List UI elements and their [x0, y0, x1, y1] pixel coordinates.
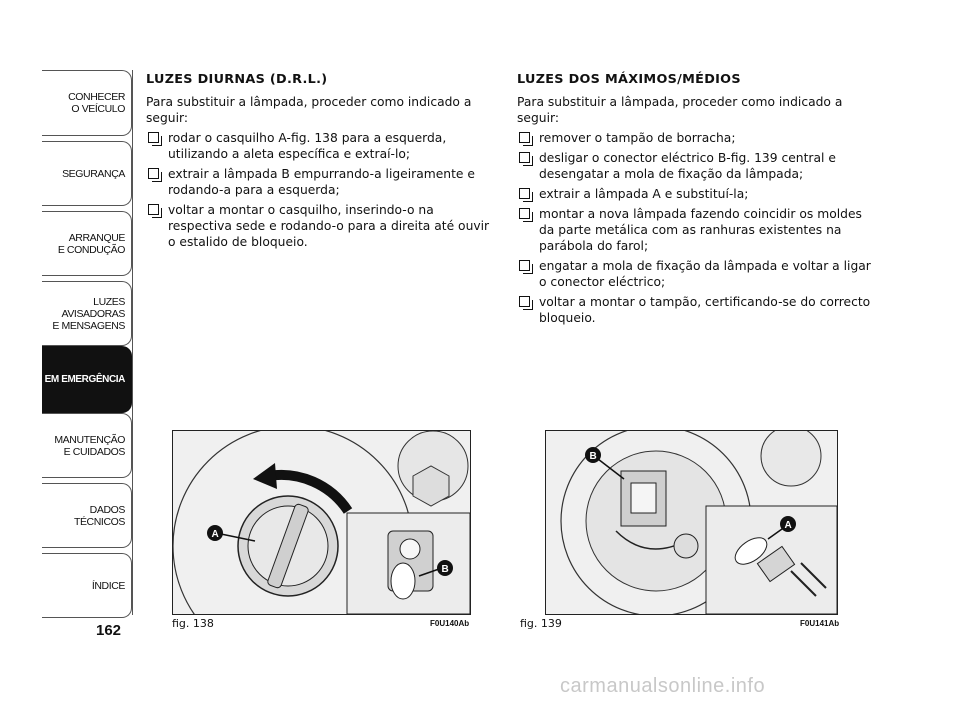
- list-item: remover o tampão de borracha;: [517, 130, 872, 146]
- label-b: B: [589, 451, 597, 462]
- tab-em-emergencia[interactable]: EM EMERGÊNCIA: [42, 346, 132, 413]
- high-low-beam-section: [517, 72, 872, 330]
- page-number: 162: [96, 622, 122, 639]
- page-divider: [132, 70, 133, 615]
- drl-section: [146, 72, 496, 254]
- list-item: rodar o casquilho A-fig. 138 para a esquerda, utilizando a aleta específica e extraí-lo;: [146, 130, 496, 162]
- list-item: extrair a lâmpada A e substituí-la;: [517, 186, 872, 202]
- tab-dados-tecnicos[interactable]: DADOS TÉCNICOS: [42, 483, 132, 548]
- checkbox-bullet-icon: [519, 296, 530, 307]
- checkbox-bullet-icon: [519, 132, 530, 143]
- section-title: LUZES DIURNAS (D.R.L.): [146, 72, 328, 87]
- figure-138-caption: fig. 138: [172, 617, 214, 630]
- drl-bulb-illustration: [173, 431, 470, 614]
- headlamp-bulb-illustration: [546, 431, 837, 614]
- list-item: montar a nova lâmpada fazendo coincidir os moldes da parte metálica com as ranhuras existentes na parábola do farol;: [517, 206, 872, 254]
- step-list: [517, 130, 872, 326]
- section-intro: Para substituir a lâmpada, proceder como indicado a seguir:: [146, 95, 472, 125]
- tab-indice[interactable]: ÍNDICE: [42, 553, 132, 618]
- tab-manutencao-e-cuidados[interactable]: MANUTENÇÃO E CUIDADOS: [42, 413, 132, 478]
- tab-luzes-avisadoras[interactable]: LUZES AVISADORAS E MENSAGENS: [42, 281, 132, 346]
- tab-arranque-e-conducao[interactable]: ARRANQUE E CONDUÇÃO: [42, 211, 132, 276]
- list-item: voltar a montar o casquilho, inserindo-o na respectiva sede e rodando-o para a direita até ouvir o estalido de bloqueio.: [146, 202, 496, 250]
- list-item: voltar a montar o tampão, certificando-se do correcto bloqueio.: [517, 294, 872, 326]
- figure-139-code: F0U141Ab: [800, 619, 840, 628]
- label-a: A: [211, 529, 219, 540]
- label-b: B: [441, 564, 449, 575]
- checkbox-bullet-icon: [519, 260, 530, 271]
- step-list: [146, 130, 496, 250]
- tab-seguranca[interactable]: SEGURANÇA: [42, 141, 132, 206]
- checkbox-bullet-icon: [519, 188, 530, 199]
- tab-conhecer-o-veiculo[interactable]: CONHECER O VEÍCULO: [42, 70, 132, 136]
- checkbox-bullet-icon: [148, 168, 159, 179]
- checkbox-bullet-icon: [148, 132, 159, 143]
- list-item: desligar o conector eléctrico B-fig. 139 central e desengatar a mola de fixação da lâmpada;: [517, 150, 872, 182]
- checkbox-bullet-icon: [148, 204, 159, 215]
- checkbox-bullet-icon: [519, 152, 530, 163]
- figure-139-caption: fig. 139: [520, 617, 562, 630]
- figure-139-image: [545, 430, 838, 615]
- label-a: A: [784, 520, 792, 531]
- list-item: extrair a lâmpada B empurrando-a ligeiramente e rodando-a para a esquerda;: [146, 166, 496, 198]
- section-title: LUZES DOS MÁXIMOS/MÉDIOS: [517, 72, 741, 87]
- figure-138-code: F0U140Ab: [430, 619, 470, 628]
- figure-138-image: [172, 430, 471, 615]
- watermark: carmanualsonline.info: [560, 675, 766, 697]
- checkbox-bullet-icon: [519, 208, 530, 219]
- list-item: engatar a mola de fixação da lâmpada e voltar a ligar o conector eléctrico;: [517, 258, 872, 290]
- section-intro: Para substituir a lâmpada, proceder como indicado a seguir:: [517, 95, 843, 125]
